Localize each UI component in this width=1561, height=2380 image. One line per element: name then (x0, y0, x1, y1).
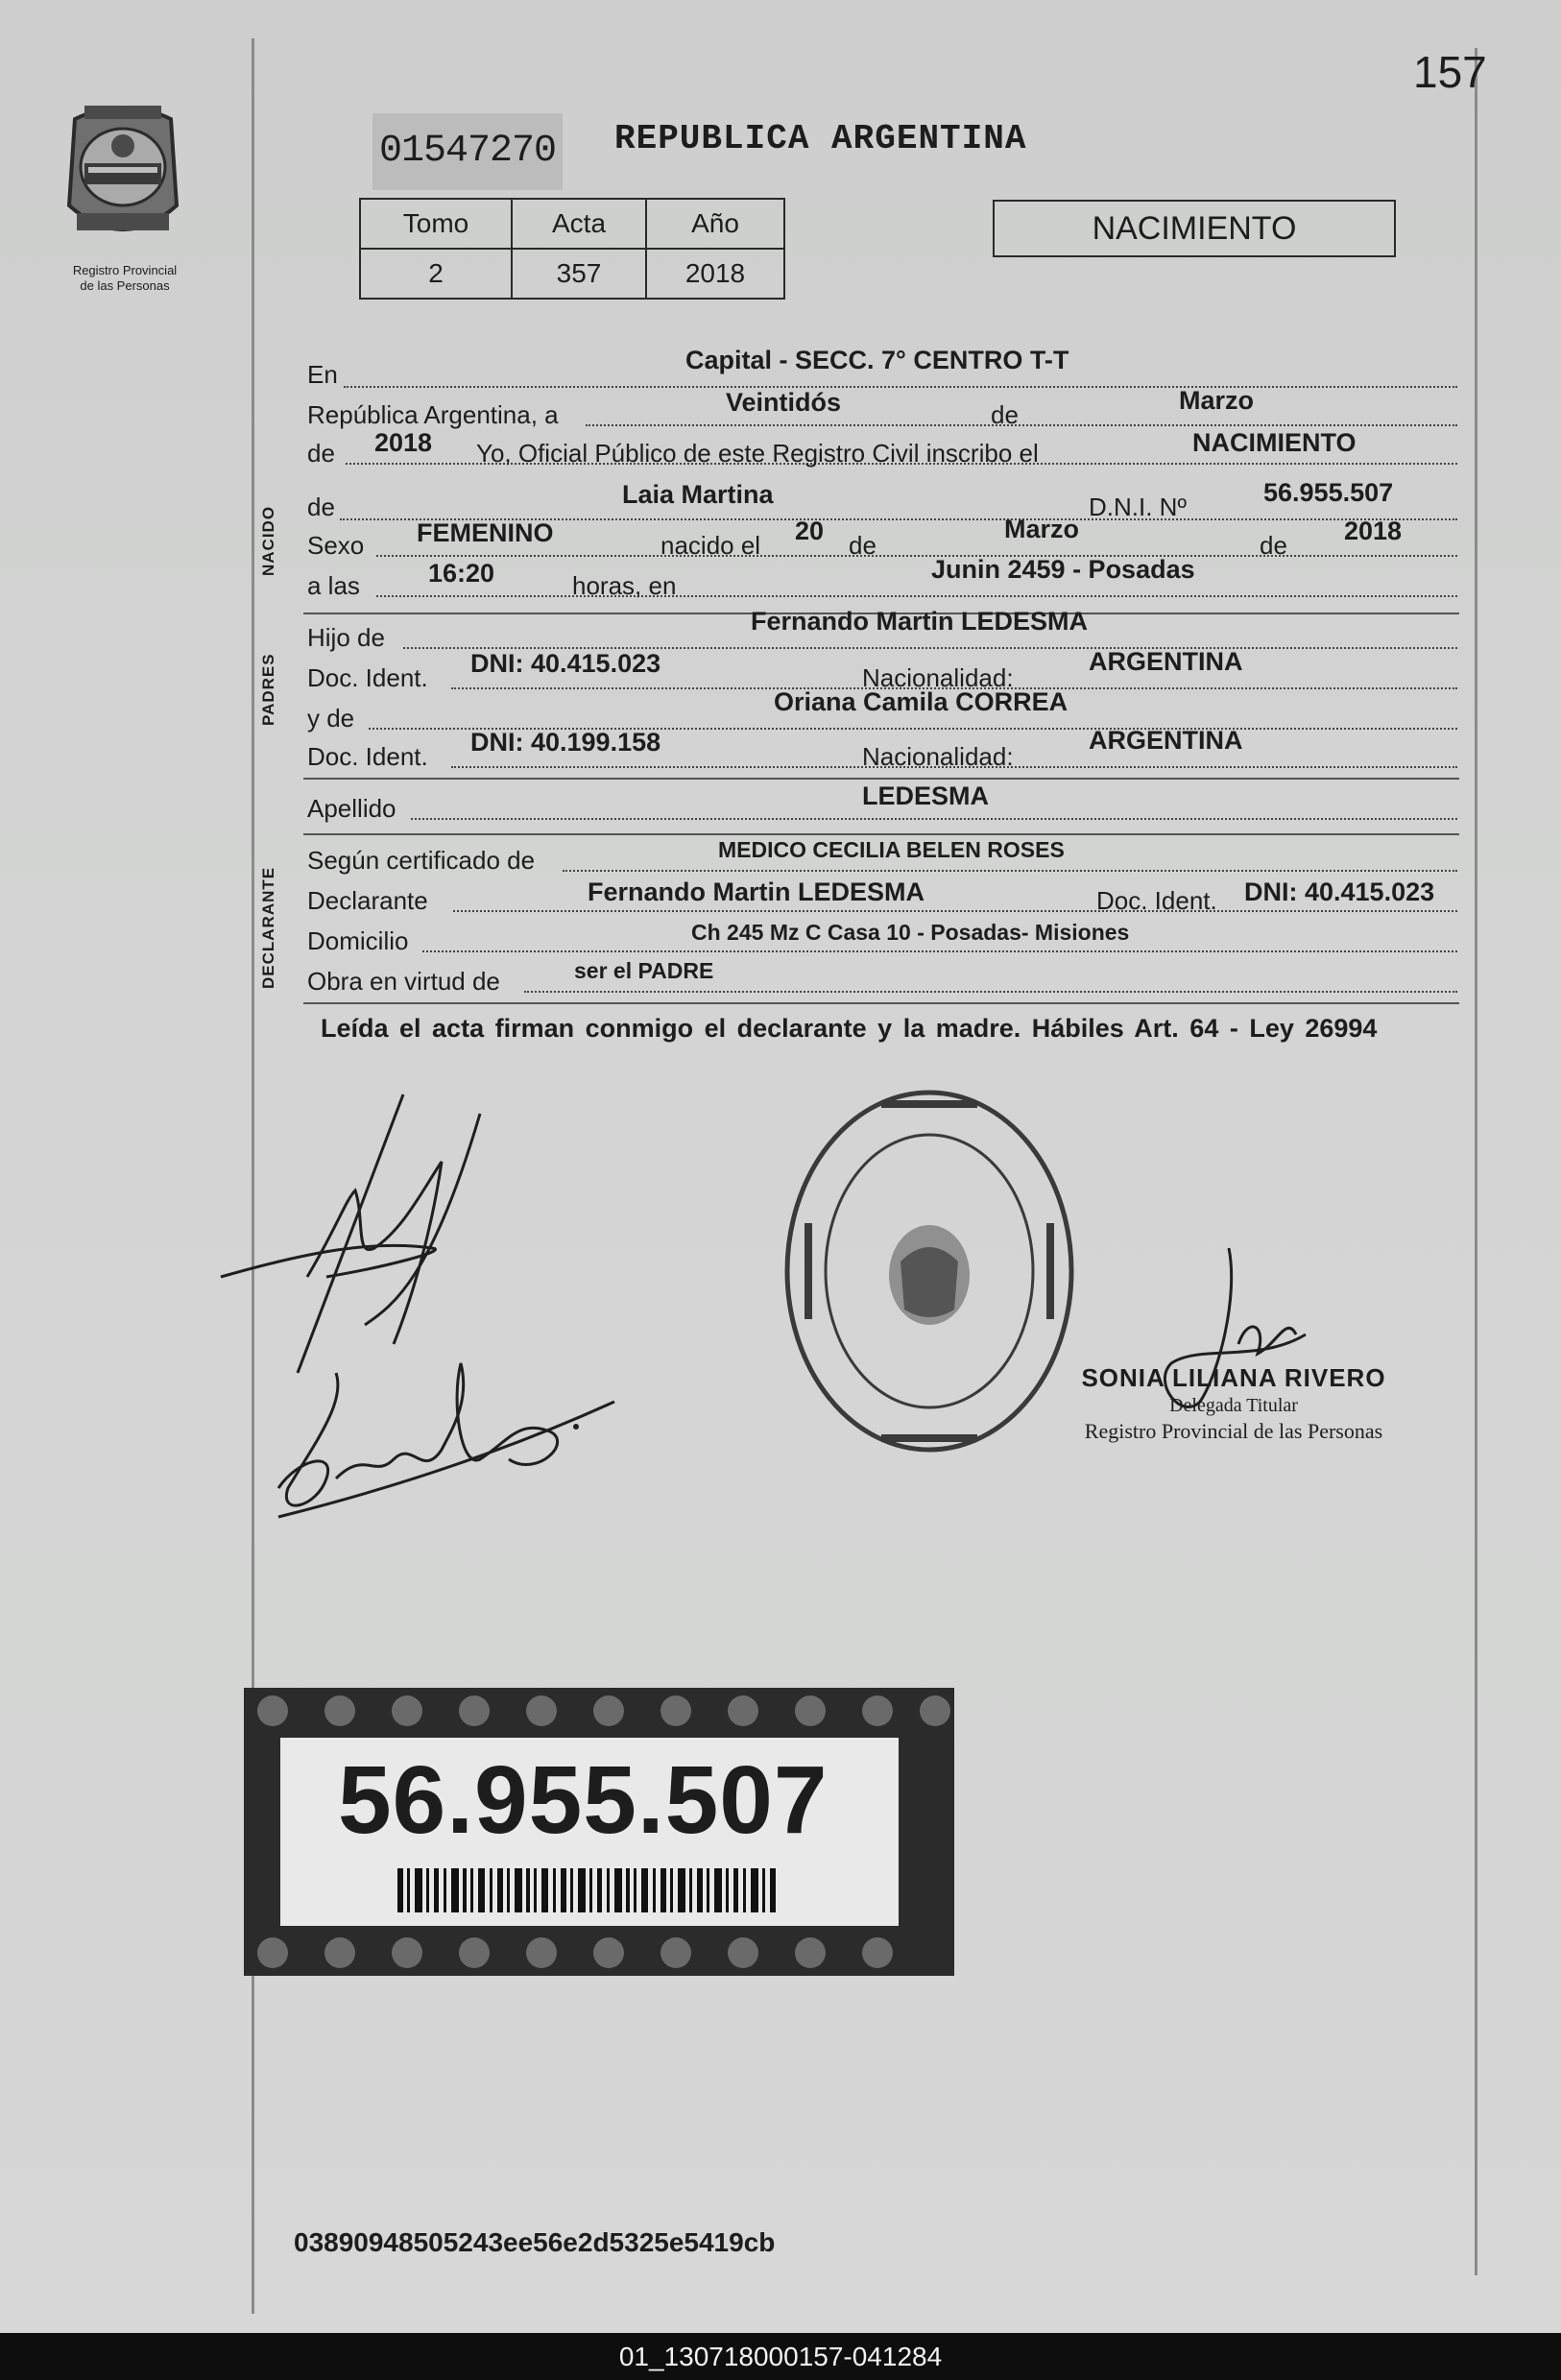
label-de-month: de (991, 400, 1019, 429)
official-office: Registro Provincial de las Personas (1084, 1419, 1383, 1443)
section-divider (303, 833, 1459, 835)
label-nacionalidad2: Nacionalidad: (862, 742, 1014, 771)
side-label-declarante: DECLARANTE (259, 866, 277, 989)
value-domicilio: Ch 245 Mz C Casa 10 - Posadas- Misiones (691, 920, 1130, 945)
label-de3: de (1260, 531, 1287, 560)
value-anio: 2018 (374, 428, 433, 457)
acta-header: Acta (512, 199, 646, 249)
dotted-line (524, 991, 1457, 993)
dotted-line (422, 950, 1457, 952)
dotted-line (344, 386, 1457, 388)
label-nacido-el: nacido el (660, 531, 761, 560)
label-hijo-de: Hijo de (307, 623, 385, 652)
label-doc-ident3: Doc. Ident. (1096, 886, 1217, 915)
value-nac-anio: 2018 (1344, 517, 1403, 545)
acta-value: 357 (512, 249, 646, 299)
label-a-las: a las (307, 571, 360, 600)
value-hora: 16:20 (428, 559, 495, 588)
section-divider (303, 1002, 1459, 1004)
value-nac-mes: Marzo (1004, 515, 1080, 543)
label-nacionalidad: Nacionalidad: (862, 663, 1014, 692)
dotted-line (376, 595, 1457, 597)
value-lugar-nac: Junin 2459 - Posadas (931, 555, 1195, 584)
dotted-line (453, 910, 1457, 912)
value-apellido: LEDESMA (862, 781, 990, 810)
logo-caption-line2: de las Personas (80, 278, 170, 293)
record-type-box: NACIMIENTO (993, 200, 1396, 257)
value-obra: ser el PADRE (574, 958, 714, 983)
label-sexo: Sexo (307, 531, 365, 560)
dotted-line (586, 424, 1457, 426)
value-padre-doc: DNI: 40.415.023 (470, 649, 661, 678)
serial-number: 01547270 (372, 113, 563, 190)
value-mes: Marzo (1179, 386, 1255, 415)
value-declarante-doc: DNI: 40.415.023 (1244, 877, 1435, 906)
footer-id: 01_130718000157-041284 (0, 2333, 1561, 2380)
badge-number: 56.955.507 (338, 1746, 829, 1854)
label-domicilio: Domicilio (307, 926, 409, 955)
label-en: En (307, 360, 338, 389)
value-madre-doc: DNI: 40.199.158 (470, 728, 661, 757)
side-label-nacido: NACIDO (259, 505, 277, 576)
value-acto: NACIMIENTO (1192, 428, 1357, 457)
label-oficial: Yo, Oficial Público de este Registro Civil inscribo el (476, 439, 1039, 468)
label-de-year: de (307, 439, 335, 468)
coat-of-arms-icon (56, 100, 190, 253)
section-divider (303, 778, 1459, 780)
tomo-value: 2 (360, 249, 512, 299)
official-signature (1123, 1238, 1334, 1430)
value-certificado: MEDICO CECILIA BELEN ROSES (718, 837, 1065, 862)
value-padre: Fernando Martin LEDESMA (751, 607, 1089, 636)
value-madre-nac: ARGENTINA (1089, 726, 1243, 755)
anio-value: 2018 (646, 249, 784, 299)
label-horas: horas, en (572, 571, 677, 600)
value-madre: Oriana Camila CORREA (774, 687, 1069, 716)
label-y-de: y de (307, 704, 355, 733)
closing-statement: Leída el acta firman conmigo el declarante y la madre. Hábiles Art. 64 - Ley 26994 (321, 1014, 1378, 1043)
tomo-header: Tomo (360, 199, 512, 249)
dotted-line (376, 555, 1457, 557)
label-dni: D.N.I. Nº (1089, 493, 1187, 521)
logo-caption-line1: Registro Provincial (72, 263, 178, 277)
value-dni: 56.955.507 (1263, 478, 1394, 507)
mother-signature (259, 1344, 634, 1536)
dotted-line (411, 818, 1457, 820)
label-de2: de (849, 531, 877, 560)
label-segun: Según certificado de (307, 846, 536, 875)
anio-header: Año (646, 199, 784, 249)
label-de-name: de (307, 493, 335, 521)
side-label-padres: PADRES (259, 653, 277, 726)
label-republica: República Argentina, a (307, 400, 559, 429)
label-doc-ident2: Doc. Ident. (307, 742, 428, 771)
registry-table (359, 198, 785, 300)
official-role: Delegada Titular (1169, 1395, 1298, 1416)
value-padre-nac: ARGENTINA (1089, 647, 1243, 676)
value-sexo: FEMENINO (417, 518, 554, 547)
right-margin-line (1475, 48, 1477, 2275)
dotted-line (563, 870, 1457, 872)
page-number: 157 (1413, 47, 1487, 97)
document-hash: 03890948505243ee56e2d5325e5419cb (294, 2227, 776, 2257)
value-dia: Veintidós (726, 388, 842, 417)
country-title: REPUBLICA ARGENTINA (614, 119, 1027, 158)
value-declarante: Fernando Martin LEDESMA (588, 877, 925, 906)
label-obra: Obra en virtud de (307, 967, 500, 996)
label-declarante: Declarante (307, 886, 428, 915)
official-seal-icon (776, 1079, 1083, 1463)
value-nombre: Laia Martina (622, 480, 774, 509)
value-nac-dia: 20 (795, 517, 825, 545)
official-name: SONIA LILIANA RIVERO (1081, 1363, 1386, 1392)
label-doc-ident: Doc. Ident. (307, 663, 428, 692)
value-lugar: Capital - SECC. 7° CENTRO T-T (685, 346, 1069, 374)
logo-caption (29, 263, 221, 294)
label-apellido: Apellido (307, 794, 396, 823)
